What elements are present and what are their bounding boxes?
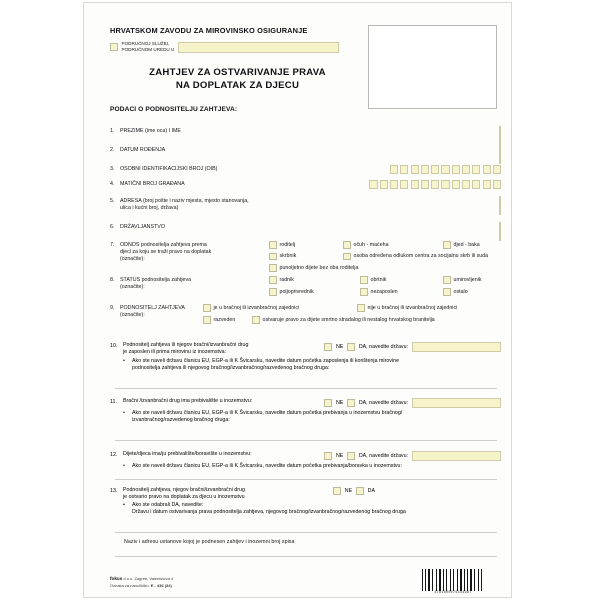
oib-cell-10[interactable]	[483, 165, 491, 174]
option-label: nezaposlen	[370, 288, 398, 295]
field-row-mbg	[110, 180, 501, 189]
office-row	[110, 41, 339, 53]
option-label: punoljetno dijete bez oba roditelja	[279, 264, 359, 271]
page-title-line1: ZAHTJEV ZA OSTVARIVANJE PRAVA	[149, 67, 326, 78]
field-row-oib	[110, 165, 501, 174]
question-12-bullet	[123, 463, 501, 470]
mbg-cell-2[interactable]	[380, 180, 388, 189]
oib-cell-7[interactable]	[452, 165, 460, 174]
mbg-cell-1[interactable]	[369, 180, 377, 189]
option-label: očuh - maćeha	[353, 241, 389, 248]
question-number: 13.	[110, 487, 118, 494]
checkbox-branitelj[interactable]	[252, 316, 260, 324]
oib-cell-5[interactable]	[431, 165, 439, 174]
question-11-bullet	[123, 410, 501, 424]
label-13-yes: DA	[367, 487, 375, 494]
field-row-birthdate	[110, 146, 501, 164]
field-number: 3.	[110, 166, 115, 172]
field-label	[120, 276, 268, 291]
question-10-line1: Podnositelj zahtjeva ili njegov bračni/izvanbračni drug	[123, 342, 249, 348]
question-10-options	[324, 342, 501, 352]
field-label: DATUM ROĐENJA	[120, 147, 166, 153]
form-sheet	[83, 2, 512, 598]
office-label-line2: PODRUČNOM UREDU U	[121, 47, 175, 53]
page-title	[110, 67, 365, 92]
question-10-bullet	[123, 358, 501, 372]
label-13-no: NE	[344, 487, 353, 494]
checkbox-12-no[interactable]	[324, 452, 332, 460]
checkbox-nije-u-zajednici[interactable]	[357, 304, 365, 312]
publisher-address: d.o.o. Zagreb, Valentićeva 4	[123, 576, 174, 581]
field-number: 1.	[110, 128, 115, 134]
barcode-bar	[474, 569, 475, 591]
label-11-no: NE	[335, 399, 344, 406]
option-branitelj[interactable]	[252, 316, 435, 324]
option-label: djed - baka	[453, 241, 480, 248]
label-12-yes: DA, navedite državu:	[358, 452, 408, 459]
option-obrtnik[interactable]	[360, 276, 443, 284]
checkbox-skrbnik[interactable]	[269, 253, 277, 261]
field-row-surname	[110, 127, 501, 145]
mbg-cell-13[interactable]	[493, 180, 501, 189]
question-13-line2: je ostvario pravo na doplatak za djecu u inozemstvu	[123, 493, 245, 500]
bullet-11-line2: izvanbračnog/razvedenog bračnog druga:	[132, 417, 230, 424]
bullet-icon: ▪	[123, 501, 125, 508]
office-label	[122, 41, 175, 53]
option-roditelj[interactable]	[269, 241, 343, 249]
option-label: radnik	[279, 276, 294, 283]
option-skrbnik[interactable]	[269, 253, 343, 261]
option-ostalo[interactable]	[443, 288, 468, 296]
question-text	[123, 487, 245, 501]
bullet-13-line2: Državu i datum ostvarivanja prava podnositelja zahtjeva, njegovog bračnog/izvanbračnog/razvedenog bračnog druga	[132, 508, 406, 515]
option-ocuh-maceha[interactable]	[343, 241, 443, 249]
oib-cell-11[interactable]	[493, 165, 501, 174]
country-input-10[interactable]	[412, 342, 501, 352]
option-label: obrtnik	[370, 276, 387, 283]
marital-label-line1: PODNOSITELJ ZAHTJEVA	[120, 305, 185, 311]
barcode-bar	[457, 569, 458, 591]
answer-rule-12	[115, 479, 497, 480]
question-block-12	[110, 451, 501, 470]
birthdate-input[interactable]	[499, 145, 501, 164]
office-input[interactable]	[178, 42, 339, 53]
field-number: 7.	[110, 242, 115, 248]
oib-cell-9[interactable]	[472, 165, 480, 174]
oib-cell-1[interactable]	[390, 165, 398, 174]
option-label: razveden	[213, 316, 236, 323]
field-label: MATIČNI BROJ GRAĐANA	[120, 181, 185, 187]
question-block-10	[110, 342, 501, 372]
label-11-yes: DA, navedite državu:	[358, 399, 408, 406]
question-12-head	[110, 451, 501, 461]
answer-rule-13b	[115, 556, 497, 557]
checkbox-umirovljenik[interactable]	[443, 276, 451, 284]
checkbox-osoba-centar[interactable]	[343, 253, 351, 261]
address-label-line1: ADRESA (broj pošte i naziv mjesta, mjesto stanovanja,	[120, 198, 249, 204]
option-label: skrbnik	[279, 253, 297, 260]
publisher-brand: fokus	[110, 576, 123, 581]
mbg-cell-3[interactable]	[390, 180, 398, 189]
option-label: umirovljenik	[453, 276, 482, 283]
checkbox-13-no[interactable]	[333, 487, 341, 495]
barcode-bar	[453, 569, 454, 591]
barcode-number: 3781600076444997	[434, 591, 472, 595]
option-label: je u bračnoj ili izvanbračnoj zajednici	[213, 304, 300, 311]
mbg-cell-10[interactable]	[462, 180, 470, 189]
office-checkbox[interactable]	[110, 43, 118, 51]
bullet-icon: •	[123, 410, 125, 416]
relationship-label-line2: djeci za koju se traži pravo na doplatak	[120, 248, 212, 255]
question-block-13	[110, 487, 501, 516]
label-10-no: NE	[335, 343, 344, 350]
country-input-12[interactable]	[412, 451, 501, 461]
mbg-cell-7[interactable]	[431, 180, 439, 189]
option-u-zajednici[interactable]	[203, 304, 357, 312]
option-label: osoba određena odlukom centra za socijalnu skrb ili suda	[353, 253, 489, 260]
option-razveden[interactable]	[203, 316, 252, 324]
mbg-cell-11[interactable]	[472, 180, 480, 189]
checkbox-poljoprivrednik[interactable]	[269, 288, 277, 296]
question-number: 12.	[110, 451, 118, 458]
barcode-bar	[432, 569, 433, 591]
bullet-icon: •	[123, 358, 125, 365]
question-block-11	[110, 398, 501, 424]
stamp-box	[368, 25, 497, 109]
checkbox-10-yes[interactable]	[347, 343, 355, 351]
office-label-line1: PODRUČNOJ SLUŽBI,	[121, 41, 170, 46]
option-radnik[interactable]	[269, 276, 360, 284]
question-11-options	[324, 398, 501, 408]
field-row-relationship	[110, 241, 501, 272]
checkbox-razveden[interactable]	[203, 316, 211, 324]
option-label: roditelj	[279, 241, 296, 248]
checkbox-11-yes[interactable]	[347, 399, 355, 407]
checkbox-djed-baka[interactable]	[443, 241, 451, 249]
option-label: ostvaruje pravo za dijete smrtno stradalog ili nestalog hrvatskog branitelja	[262, 316, 435, 323]
closing-note: Naziv i adresu ustanove kojoj je podnesen zahtjev i inozemni broj spisa	[124, 539, 295, 545]
status-label-line2: (označite):	[120, 283, 145, 290]
checkbox-punoljetno-dijete[interactable]	[269, 264, 277, 272]
field-row-status	[110, 276, 501, 296]
option-label: poljoprivrednik	[279, 288, 314, 295]
question-number: 11.	[110, 398, 117, 405]
field-label: PREZIME (ime oca) I IME	[120, 128, 181, 134]
field-number: 9.	[110, 305, 115, 311]
mbg-cell-4[interactable]	[400, 180, 408, 189]
answer-rule-10	[115, 388, 497, 389]
relationship-label-line1: ODNOS podnositelja zahtjeva prema	[120, 242, 207, 248]
label-12-no: NE	[335, 452, 344, 459]
barcode-bar	[460, 569, 461, 591]
question-10-line2: je zaposlen ili prima mirovinu iz inozemstva:	[123, 348, 227, 355]
question-13-head	[110, 487, 501, 501]
field-number: 5.	[110, 198, 115, 204]
checkbox-12-yes[interactable]	[347, 452, 355, 460]
checkbox-ocuh-maceha[interactable]	[343, 241, 351, 249]
field-row-address	[110, 197, 501, 215]
question-13-line1: Podnositelj zahtjeva, njegov bračni/izvanbračni drug	[123, 487, 245, 493]
mbg-cell-8[interactable]	[441, 180, 449, 189]
option-poljoprivrednik[interactable]	[269, 288, 360, 296]
field-label	[120, 241, 268, 263]
label-10-yes: DA, navedite državu:	[358, 343, 408, 350]
question-text	[123, 342, 248, 356]
option-nije-u-zajednici[interactable]	[357, 304, 457, 312]
option-djed-baka[interactable]	[443, 241, 480, 249]
oib-cell-6[interactable]	[441, 165, 449, 174]
oib-cell-8[interactable]	[462, 165, 470, 174]
address-label-line2: ulica i kućni broj, država)	[120, 204, 179, 211]
field-row-marital	[110, 304, 501, 324]
field-label	[120, 304, 202, 319]
institution-heading: HRVATSKOM ZAVODU ZA MIROVINSKO OSIGURANJE	[110, 26, 308, 35]
checkbox-ostalo[interactable]	[443, 288, 451, 296]
barcode-bar	[439, 569, 440, 591]
surname-input[interactable]	[499, 126, 501, 145]
question-text: Bračni /izvanbračni drug ima prebivalište u inozemstvu:	[123, 398, 253, 404]
mbg-cell-6[interactable]	[421, 180, 429, 189]
bullet-13-line1: Ako ste odabrali DA, navedite:	[132, 501, 204, 508]
mbg-cell-12[interactable]	[483, 180, 491, 189]
checkbox-obrtnik[interactable]	[360, 276, 368, 284]
bullet-10-line2: podnositelja zahtjeva ili njegovog bračnog/izvanbračnog/razvedenog bračnog druga:	[132, 365, 330, 372]
country-input-11[interactable]	[412, 398, 501, 408]
field-number: 2.	[110, 147, 115, 153]
order-code-label: Oznaka za naručiklbu:	[110, 582, 150, 588]
oib-cell-4[interactable]	[421, 165, 429, 174]
oib-cell-3[interactable]	[411, 165, 419, 174]
address-input[interactable]	[499, 196, 501, 215]
option-osoba-centar[interactable]	[343, 253, 488, 261]
bullet-11-line1: Ako ste naveli državu članicu EU, EGP-a ili K Švicarsku, navedite datum početka prebivanja u inozemstvu bračnog/	[132, 410, 403, 416]
citizenship-input[interactable]	[499, 222, 501, 241]
oib-input-boxes[interactable]	[390, 165, 501, 174]
question-13-bullet	[123, 502, 501, 516]
barcode	[422, 569, 484, 591]
barcode-bar	[428, 569, 429, 591]
checkbox-11-no[interactable]	[324, 399, 332, 407]
page-title-line2: NA DOPLATAK ZA DJECU	[175, 79, 300, 91]
field-number: 8.	[110, 277, 115, 283]
field-number: 6.	[110, 224, 115, 230]
option-nezaposlen[interactable]	[360, 288, 443, 296]
question-13-options	[333, 487, 375, 495]
field-label: OSOBNI IDENTIFIKACIJSKI BROJ (OIB)	[120, 166, 218, 172]
question-11-head	[110, 398, 501, 408]
question-10-head	[110, 342, 501, 356]
option-label: nije u bračnoj ili izvanbračnoj zajednici	[367, 304, 458, 311]
field-label	[120, 197, 249, 212]
bullet-12-line1: Ako ste naveli državu članicu EU, EGP-a ili K Švicarsku, navedite datum početka prebivanja/boravka u inozemstvu:	[132, 463, 402, 469]
checkbox-nezaposlen[interactable]	[360, 288, 368, 296]
option-label: ostalo	[453, 288, 468, 295]
mbg-cell-5[interactable]	[411, 180, 419, 189]
bullet-icon: •	[123, 463, 125, 469]
field-number: 4.	[110, 181, 115, 187]
answer-rule-11	[115, 440, 497, 441]
status-label-line1: STATUS podnositelja zahtjeva	[120, 277, 192, 283]
checkbox-u-zajednici[interactable]	[203, 304, 211, 312]
option-punoljetno-dijete[interactable]	[269, 264, 358, 272]
option-umirovljenik[interactable]	[443, 276, 481, 284]
order-code-value: E - 436 (34)	[150, 582, 172, 588]
form-content	[96, 13, 501, 595]
relationship-label-line3: (označite):	[120, 255, 145, 262]
question-text: Dijete/djeca ima/ju prebivalište/boravište u inozemstvu:	[123, 451, 252, 457]
checkbox-10-no[interactable]	[324, 343, 332, 351]
checkbox-13-yes[interactable]	[356, 487, 364, 495]
applicant-section-title: PODACI O PODNOSITELJU ZAHTJEVA:	[110, 106, 238, 113]
checkbox-roditelj[interactable]	[269, 241, 277, 249]
barcode-bar	[470, 569, 471, 591]
mbg-input-boxes[interactable]	[369, 180, 501, 189]
question-12-options	[324, 451, 501, 461]
field-label: DRŽAVLJANSTVO	[120, 224, 165, 230]
mbg-cell-9[interactable]	[452, 180, 460, 189]
marital-label-line2: (označite):	[120, 311, 145, 318]
field-row-citizenship	[110, 223, 501, 241]
publisher-info	[110, 576, 173, 588]
question-number: 10.	[110, 342, 118, 349]
answer-rule-13a	[115, 532, 497, 533]
oib-cell-2[interactable]	[400, 165, 408, 174]
checkbox-radnik[interactable]	[269, 276, 277, 284]
bullet-10-line1: Ako ste naveli državu članicu EU, EGP-a ili K Švicarsku, navedite datum početka zaposlenja ili korištenja mirovine	[132, 358, 400, 365]
